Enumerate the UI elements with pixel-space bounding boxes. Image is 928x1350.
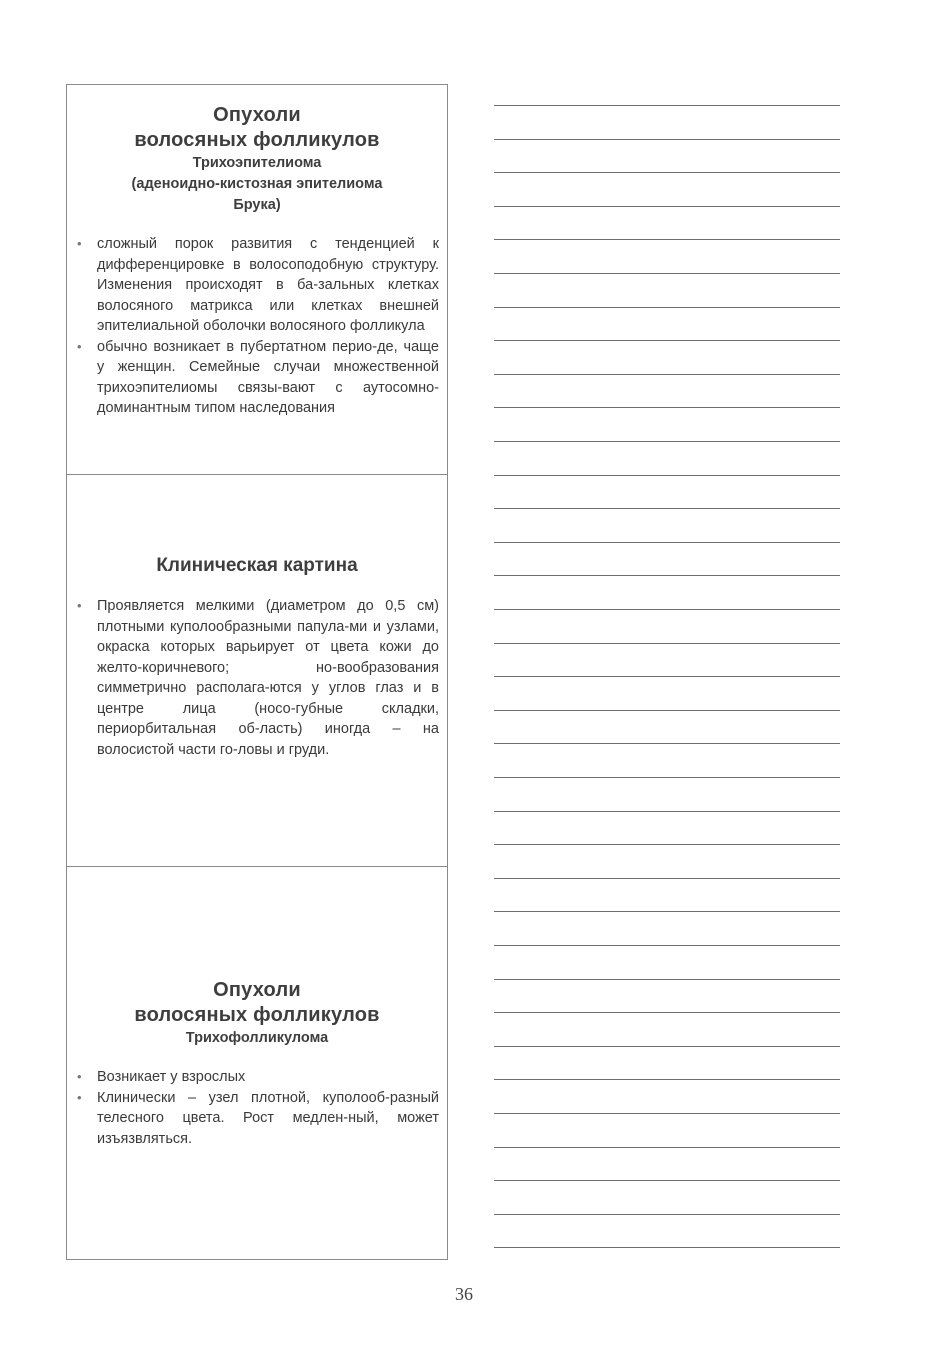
note-line bbox=[494, 508, 840, 509]
note-line bbox=[494, 609, 840, 610]
note-line bbox=[494, 172, 840, 173]
note-line bbox=[494, 1012, 840, 1013]
note-line bbox=[494, 710, 840, 711]
note-line bbox=[494, 139, 840, 140]
note-line bbox=[494, 542, 840, 543]
note-line bbox=[494, 945, 840, 946]
slide-subtitle-line1: Трихоэпителиома bbox=[192, 155, 322, 171]
note-line bbox=[494, 105, 840, 106]
slide-title-line1: Опухоли bbox=[213, 979, 301, 1001]
list-item: • Клинически – узел плотной, куполооб-разный телесного цвета. Рост медлен-ный, может изъязвляться. bbox=[75, 1088, 439, 1150]
note-line bbox=[494, 441, 840, 442]
note-line bbox=[494, 475, 840, 476]
slide-title-line2: волосяных фолликулов bbox=[134, 1004, 380, 1026]
slide-subtitle-line2: (аденоидно-кистозная эпителиома bbox=[131, 176, 383, 192]
slide-subtitle-line1: Трихофолликулома bbox=[185, 1030, 329, 1046]
list-item: • Проявляется мелкими (диаметром до 0,5 см) плотными куполообразными папула-ми и узлами, окраска которых варьирует от цвета кожи до желто-коричневого; но-вообразования симметрично располага-ются у углов глаз и в центре лица (носо-губные складки, периорбитальная об-ласть) иногда – на волосистой части го-ловы и груди. bbox=[75, 596, 439, 760]
list-item: • обычно возникает в пубертатном перио-де, чаще у женщин. Семейные случаи множественной трихоэпителиомы связы-вают с аутосомно-доминантным типом наследования bbox=[75, 337, 439, 419]
note-line bbox=[494, 979, 840, 980]
list-item: • Возникает у взрослых bbox=[75, 1067, 439, 1088]
note-line bbox=[494, 1147, 840, 1148]
note-line bbox=[494, 844, 840, 845]
note-line bbox=[494, 878, 840, 879]
note-line bbox=[494, 1079, 840, 1080]
note-line bbox=[494, 239, 840, 240]
note-line bbox=[494, 676, 840, 677]
note-line bbox=[494, 1180, 840, 1181]
note-line bbox=[494, 340, 840, 341]
slide-trichoepithelioma bbox=[67, 85, 447, 475]
slide-trichofolliculoma bbox=[67, 867, 447, 1259]
slides-frame bbox=[66, 84, 448, 1260]
note-line bbox=[494, 273, 840, 274]
bullet-list bbox=[75, 596, 439, 760]
note-line bbox=[494, 811, 840, 812]
slide-subtitle-line3: Брука) bbox=[233, 197, 281, 213]
note-line bbox=[494, 911, 840, 912]
note-lines bbox=[494, 105, 840, 1250]
slide-title-line1: Опухоли bbox=[213, 104, 301, 126]
note-line bbox=[494, 206, 840, 207]
note-line bbox=[494, 643, 840, 644]
note-line bbox=[494, 1214, 840, 1215]
note-line bbox=[494, 1113, 840, 1114]
slide-heading: Клиническая картина bbox=[156, 555, 358, 576]
note-line bbox=[494, 307, 840, 308]
slide-title-line2: волосяных фолликулов bbox=[134, 129, 380, 151]
page-number: 36 bbox=[455, 1284, 473, 1304]
note-line bbox=[494, 1247, 840, 1248]
bullet-list bbox=[75, 234, 439, 419]
note-line bbox=[494, 575, 840, 576]
list-item: • сложный порок развития с тенденцией к дифференцировке в волосоподобную структуру. Изменения происходят в ба-зальных клетках волосяного матрикса или клетках внешней эпителиальной оболочки волосяного фолликула bbox=[75, 234, 439, 337]
note-line bbox=[494, 777, 840, 778]
slide-clinical-picture bbox=[67, 475, 447, 867]
note-line bbox=[494, 374, 840, 375]
note-line bbox=[494, 743, 840, 744]
bullet-list bbox=[75, 1067, 439, 1149]
note-line bbox=[494, 1046, 840, 1047]
note-line bbox=[494, 407, 840, 408]
